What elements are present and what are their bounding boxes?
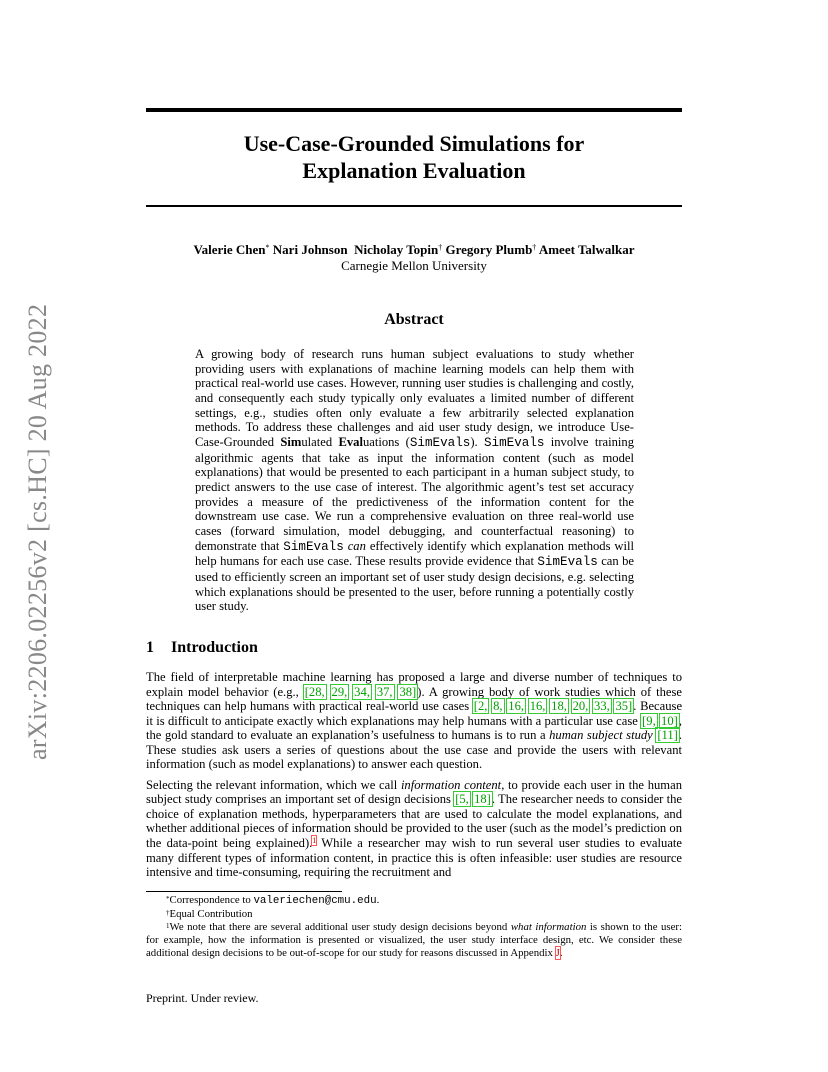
intro-emphasis: human subject study bbox=[549, 728, 653, 743]
author-name: Ameet Talwalkar bbox=[538, 242, 635, 257]
title-line-2: Explanation Evaluation bbox=[302, 158, 526, 183]
abstract-bold: Eval bbox=[338, 434, 363, 449]
footnote-mark: † bbox=[166, 909, 170, 917]
arxiv-stamp: arXiv:2206.02256v2 [cs.HC] 20 Aug 2022 bbox=[23, 303, 52, 760]
footnote-text: is shown to the user: for example, how the information is presented or visualized, the user study interface design, etc. We consider these additional design decisions to be out-of-scope for our study for reasons discussed in Appendix bbox=[146, 921, 683, 959]
intro-paragraph-1 bbox=[146, 670, 682, 772]
citation-link[interactable]: [28, bbox=[304, 684, 325, 699]
section-heading bbox=[146, 639, 258, 657]
citation-link[interactable]: [2, bbox=[473, 699, 488, 714]
intro-text: ). A growing body of work studies which of these techniques can help humans with practical real-world use cases bbox=[146, 684, 682, 714]
simevals-code: SimEvals bbox=[409, 435, 471, 450]
abstract-text: A growing body of research runs human subject evaluations to study whether providing users with explanations of machine learning models can help them with practical real-world use cases. However, running user studies is challenging and costly, and consequently each study typically only evaluates a limited number of different settings, e.g., studies often only evaluate a few arbitrarily selected explanation methods. To address these challenges and aid user study design, we introduce Use-Case-Grounded bbox=[195, 347, 634, 449]
author-name: Gregory Plumb bbox=[445, 242, 533, 257]
author-name: Valerie Chen bbox=[193, 242, 266, 257]
abstract-text: ). bbox=[470, 434, 484, 449]
citation-link[interactable]: [5, bbox=[455, 792, 469, 807]
abstract-text: uations ( bbox=[362, 434, 410, 449]
abstract-bold: Sim bbox=[280, 434, 302, 449]
abstract-text: effectively identify which explanation methods will help humans for each use case. These results provide evidence that bbox=[195, 538, 635, 569]
intro-text: , the gold standard to evaluate an explanation’s usefulness to humans is to run a bbox=[146, 713, 682, 743]
citation-link[interactable]: 29, bbox=[331, 684, 348, 699]
footnote-equal bbox=[146, 908, 682, 921]
intro-paragraph-2 bbox=[146, 778, 682, 880]
email-address[interactable]: valeriechen@cmu.edu bbox=[253, 895, 377, 907]
abstract-heading: Abstract bbox=[384, 311, 444, 328]
citation-link[interactable]: 10] bbox=[661, 713, 678, 728]
footnote-mark: * bbox=[166, 895, 170, 903]
citation-link[interactable]: 20, bbox=[572, 699, 589, 714]
citation-link[interactable]: 35] bbox=[615, 699, 633, 714]
footnote-correspondence bbox=[146, 894, 682, 908]
author-name: Nicholay Topin bbox=[354, 242, 439, 257]
author-block bbox=[146, 242, 682, 274]
affiliation: Carnegie Mellon University bbox=[341, 258, 487, 273]
citation-link[interactable]: 16, bbox=[529, 699, 546, 714]
intro-text: Selecting the relevant information, which we call bbox=[146, 777, 401, 792]
citation-link[interactable]: 37, bbox=[376, 684, 393, 699]
footnote-link[interactable]: 1 bbox=[312, 836, 317, 846]
abstract-text: involve training algorithmic agents that take as input the information content (such as model explanations) that would be presented to each participant in a human subject study, to predict answers to the use case of interest. The algorithmic agent’s test set accuracy provides a measure of the predictiveness of the information content for the downstream use case. We run a comprehensive evaluation on three real-world use cases (forward simulation, model debugging, and counterfactual reasoning) to demonstrate that bbox=[195, 434, 635, 553]
abstract-emphasis: can bbox=[347, 538, 366, 553]
citation-link[interactable]: 38] bbox=[399, 684, 417, 699]
title-bottom-rule bbox=[146, 205, 682, 207]
intro-text: . Because it is difficult to anticipate exactly which explanations may help humans with a particular use case bbox=[146, 699, 683, 728]
preprint-notice: Preprint. Under review. bbox=[146, 991, 259, 1005]
author-mark: † bbox=[438, 243, 443, 252]
citation-link[interactable]: 33, bbox=[594, 699, 610, 714]
author-mark: * bbox=[265, 243, 270, 252]
paper-title bbox=[146, 130, 682, 184]
abstract-text: can be used to efficiently screen an important set of user study design decisions, e.g. selecting which explanations should be presented to the user, before running a potentially costly user study. bbox=[195, 554, 634, 614]
footnote-rule bbox=[146, 891, 342, 892]
intro-text: , to provide each user in the human subject study comprises an important set of design decisions bbox=[146, 777, 682, 807]
section-number: 1 bbox=[146, 639, 154, 656]
author-list bbox=[193, 242, 634, 257]
footnote-text: Equal Contribution bbox=[169, 908, 253, 920]
citation-link[interactable]: [9, bbox=[642, 713, 656, 728]
introduction-body bbox=[146, 670, 682, 886]
intro-text: While a researcher may wish to run several user studies to evaluate many different types of information content, in practice this is often infeasible: user studies are resource intensive and time-consuming, requiring the recruitment and bbox=[146, 836, 682, 880]
footnote-mark: 1 bbox=[166, 922, 170, 930]
section-title: Introduction bbox=[171, 639, 258, 656]
footnote-text: . bbox=[559, 947, 563, 959]
footnote-emphasis: what information bbox=[510, 921, 587, 933]
citation-link[interactable]: 18, bbox=[551, 699, 567, 714]
intro-text: . The researcher needs to consider the choice of explanation methods, hyperparameters that are used to calculate the model explanations, and whether additional pieces of information should be provided to the user (such as the model’s prediction on the data-point being explained). bbox=[146, 792, 682, 851]
citation-link[interactable]: 34, bbox=[354, 684, 370, 699]
citation-link[interactable]: 16, bbox=[508, 699, 525, 714]
appendix-link[interactable]: J bbox=[555, 947, 560, 959]
author-mark: † bbox=[532, 243, 537, 252]
footnotes bbox=[146, 894, 682, 960]
intro-text: . These studies ask users a series of questions about the use case and provide the users with relevant information (such as model explanations) to answer each question. bbox=[146, 728, 682, 772]
intro-emphasis: information content bbox=[400, 777, 502, 792]
title-top-rule bbox=[146, 108, 682, 112]
author-name: Nari Johnson bbox=[272, 242, 348, 257]
simevals-code: SimEvals bbox=[537, 555, 598, 570]
abstract-text: ulated bbox=[301, 434, 339, 449]
abstract-body bbox=[195, 347, 634, 614]
intro-text: The field of interpretable machine learning has proposed a large and diverse number of techniques to explain model behavior (e.g., bbox=[146, 670, 682, 699]
footnote-text: Correspondence to bbox=[169, 894, 254, 906]
citation-link[interactable]: [11] bbox=[657, 728, 678, 743]
footnote-text: . bbox=[376, 894, 380, 906]
footnote-text: We note that there are several additional user study design decisions beyond bbox=[169, 921, 511, 933]
citation-link[interactable]: 18] bbox=[474, 792, 491, 807]
simevals-code: SimEvals bbox=[283, 539, 344, 554]
footnote-1 bbox=[146, 921, 682, 960]
simevals-code: SimEvals bbox=[483, 435, 545, 450]
citation-link[interactable]: 8, bbox=[493, 699, 503, 714]
title-line-1: Use-Case-Grounded Simulations for bbox=[243, 131, 585, 156]
